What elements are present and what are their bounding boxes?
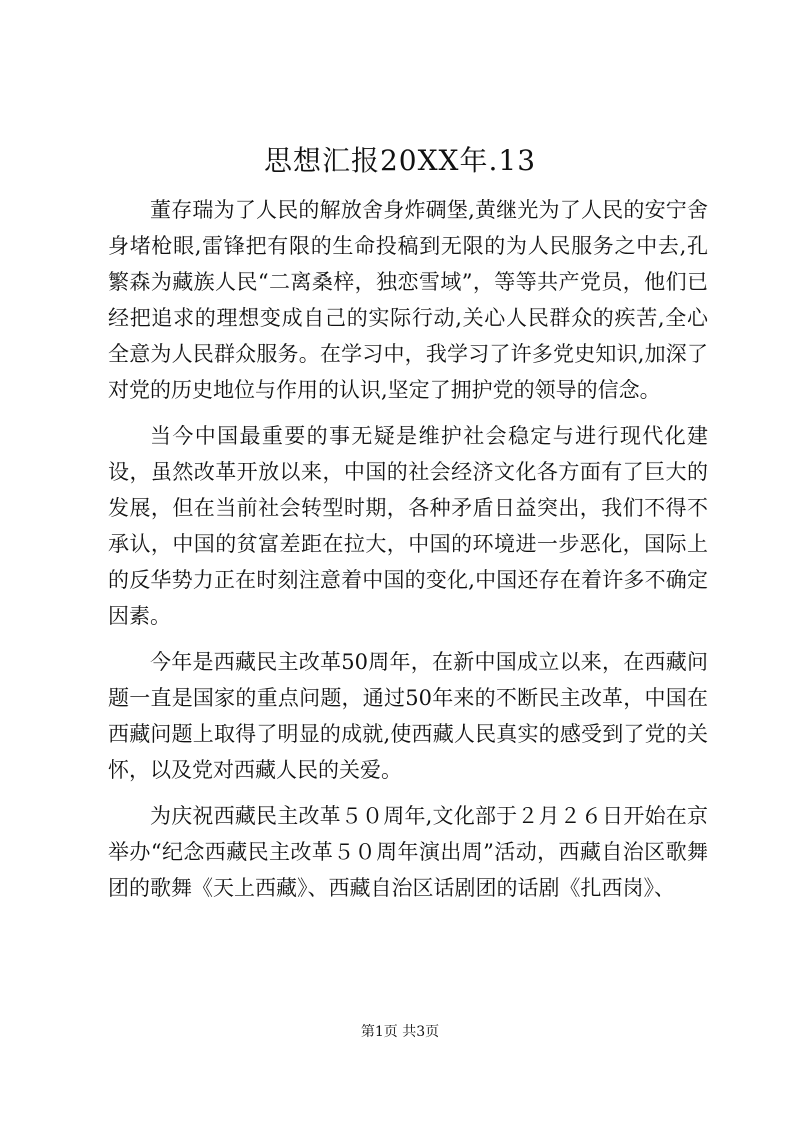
paragraph-1: 董存瑞为了人民的解放舍身炸碉堡,黄继光为了人民的安宁舍身堵枪眼,雷锋把有限的生命投稿到无限的为人民服务之中去,孔繁森为藏族人民“二离桑梓，独恋雪域”，等等共产党员，他们已经把追求的理想变成自己的实际行动,关心人民群众的疾苦,全心全意为人民群众服务。在学习中，我学习了许多党史知识,加深了对党的历史地位与作用的认识,坚定了拥护党的领导的信念。 — [108, 198, 708, 402]
paragraph-2: 当今中国最重要的事无疑是维护社会稳定与进行现代化建设，虽然改革开放以来，中国的社会经济文化各方面有了巨大的发展，但在当前社会转型时期，各种矛盾日益突出，我们不得不承认，中国的贫富差距在拉大，中国的环境进一步恶化，国际上的反华势力正在时刻注意着中国的变化,中国还存在着许多不确定因素。 — [108, 424, 708, 628]
paragraph-3: 今年是西藏民主改革50周年，在新中国成立以来，在西藏问题一直是国家的重点问题，通过50年来的不断民主改革，中国在西藏问题上取得了明显的成就,使西藏人民真实的感受到了党的关怀，以及党对西藏人民的关爱。 — [108, 650, 708, 782]
page-number: 第1页 共3页 — [360, 1024, 440, 1040]
paragraph-4: 为庆祝西藏民主改革５０周年,文化部于２月２６日开始在京举办“纪念西藏民主改革５０周年演出周”活动，西藏自治区歌舞团的歌舞《天上西藏》、西藏自治区话剧团的话剧《扎西岗》、 — [108, 804, 708, 900]
page-title: 思想汇报20XX年.13 — [263, 144, 537, 177]
document-body — [108, 192, 708, 916]
